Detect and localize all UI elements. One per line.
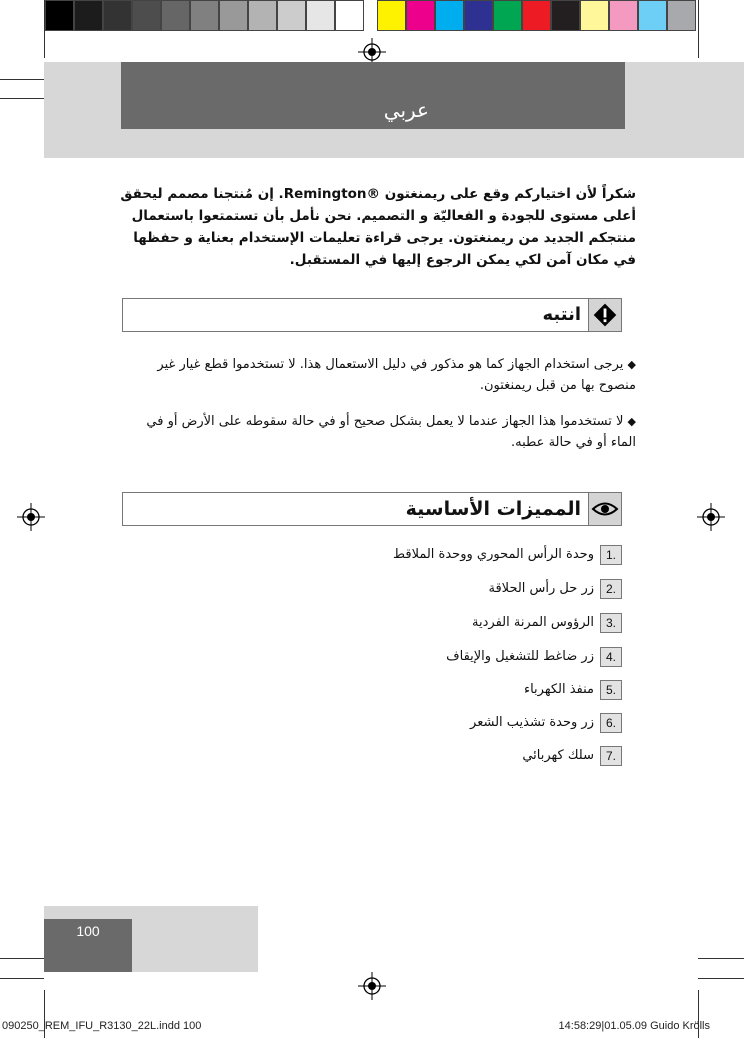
caution-bullet <box>120 411 636 453</box>
crop-mark <box>698 958 744 959</box>
color-swatch <box>248 0 277 31</box>
crop-mark <box>698 0 699 58</box>
caution-heading-box <box>122 298 622 332</box>
feature-label: الرؤوس المرنة الفردية <box>472 615 594 630</box>
registration-mark-icon <box>697 503 725 531</box>
language-title: عربي <box>383 98 429 122</box>
feature-item <box>382 746 622 766</box>
color-swatch <box>335 0 364 31</box>
feature-item <box>382 647 622 667</box>
crop-mark <box>0 958 44 959</box>
color-swatch <box>522 0 551 31</box>
feature-number: 2. <box>600 579 622 599</box>
header-title-box <box>121 62 625 129</box>
color-swatch <box>667 0 696 31</box>
feature-label: سلك كهربائي <box>522 748 594 763</box>
feature-label: زر ضاغط للتشغيل والإيقاف <box>446 649 594 664</box>
slug-timestamp: 14:58:29|01.05.09 Guido Krölls <box>558 1020 710 1032</box>
feature-label: منفذ الكهرباء <box>523 682 594 697</box>
color-swatch <box>377 0 406 31</box>
feature-item <box>382 613 622 633</box>
caution-bullet <box>120 354 636 396</box>
feature-number: 4. <box>600 647 622 667</box>
feature-item <box>382 545 622 565</box>
feature-number: 7. <box>600 746 622 766</box>
color-swatch <box>74 0 103 31</box>
caution-title: انتبه <box>542 304 581 325</box>
feature-label: زر وحدة تشذيب الشعر <box>470 715 594 730</box>
color-swatch <box>551 0 580 31</box>
color-swatch <box>580 0 609 31</box>
slug-filename: 090250_REM_IFU_R3130_22L.indd 100 <box>2 1020 202 1032</box>
color-swatch <box>638 0 667 31</box>
feature-number: 5. <box>600 680 622 700</box>
color-swatch <box>219 0 248 31</box>
feature-item <box>382 579 622 599</box>
feature-number: 6. <box>600 713 622 733</box>
crop-mark <box>0 79 44 80</box>
caution-bullet-text: يرجى استخدام الجهاز كما هو مذكور في دليل الاستعمال هذا. لا تستخدموا قطع غيار غير منصوح بها من قبل ريمنغتون. <box>157 357 636 393</box>
color-swatch <box>609 0 638 31</box>
bullet-icon: ◆ <box>627 415 636 428</box>
features-icon-cell <box>588 493 621 525</box>
feature-number: 3. <box>600 613 622 633</box>
intro-paragraph: شكراً لأن اختياركم وقع على ريمنغتون ®Remington. إن مُنتجنا مصمم ليحقق أعلى مستوى للجودة و الفعاليّة و التصميم. نحن نأمل بأن تستمتعوا باستعمال منتجكم الجديد من ريمنغتون. يرجى قراءة تعليمات الإستخدام بعناية و حفظها في مكان آمن لكي يمكن الرجوع إليها في المستقبل. <box>120 186 636 268</box>
color-swatch <box>161 0 190 31</box>
feature-item <box>382 713 622 733</box>
color-swatch <box>464 0 493 31</box>
caution-icon-cell <box>588 299 621 331</box>
feature-item <box>382 680 622 700</box>
color-swatch <box>132 0 161 31</box>
feature-label: وحدة الرأس المحوري ووحدة الملاقط <box>393 547 594 562</box>
page-number: 100 <box>76 923 100 939</box>
crop-mark <box>44 0 45 58</box>
registration-mark-icon <box>17 503 45 531</box>
feature-label: زر حل رأس الحلاقة <box>488 581 594 596</box>
crop-mark <box>0 978 44 979</box>
registration-mark-icon <box>358 972 386 1000</box>
warning-icon <box>589 299 621 331</box>
color-swatch <box>103 0 132 31</box>
color-swatch <box>306 0 335 31</box>
crop-mark <box>0 98 44 99</box>
color-swatch <box>277 0 306 31</box>
crop-mark <box>698 978 744 979</box>
color-swatch <box>190 0 219 31</box>
color-swatch <box>435 0 464 31</box>
eye-icon <box>589 493 621 525</box>
color-swatch <box>45 0 74 31</box>
bullet-icon: ◆ <box>627 358 636 371</box>
caution-bullet-text: لا تستخدموا هذا الجهاز عندما لا يعمل بشكل صحيح أو في حالة سقوطه على الأرض أو في الماء أو في حالة عطبه. <box>146 414 636 450</box>
color-swatch <box>493 0 522 31</box>
feature-number: 1. <box>600 545 622 565</box>
features-title: المميزات الأساسية <box>405 498 581 520</box>
color-swatch <box>406 0 435 31</box>
features-heading-box <box>122 492 622 526</box>
